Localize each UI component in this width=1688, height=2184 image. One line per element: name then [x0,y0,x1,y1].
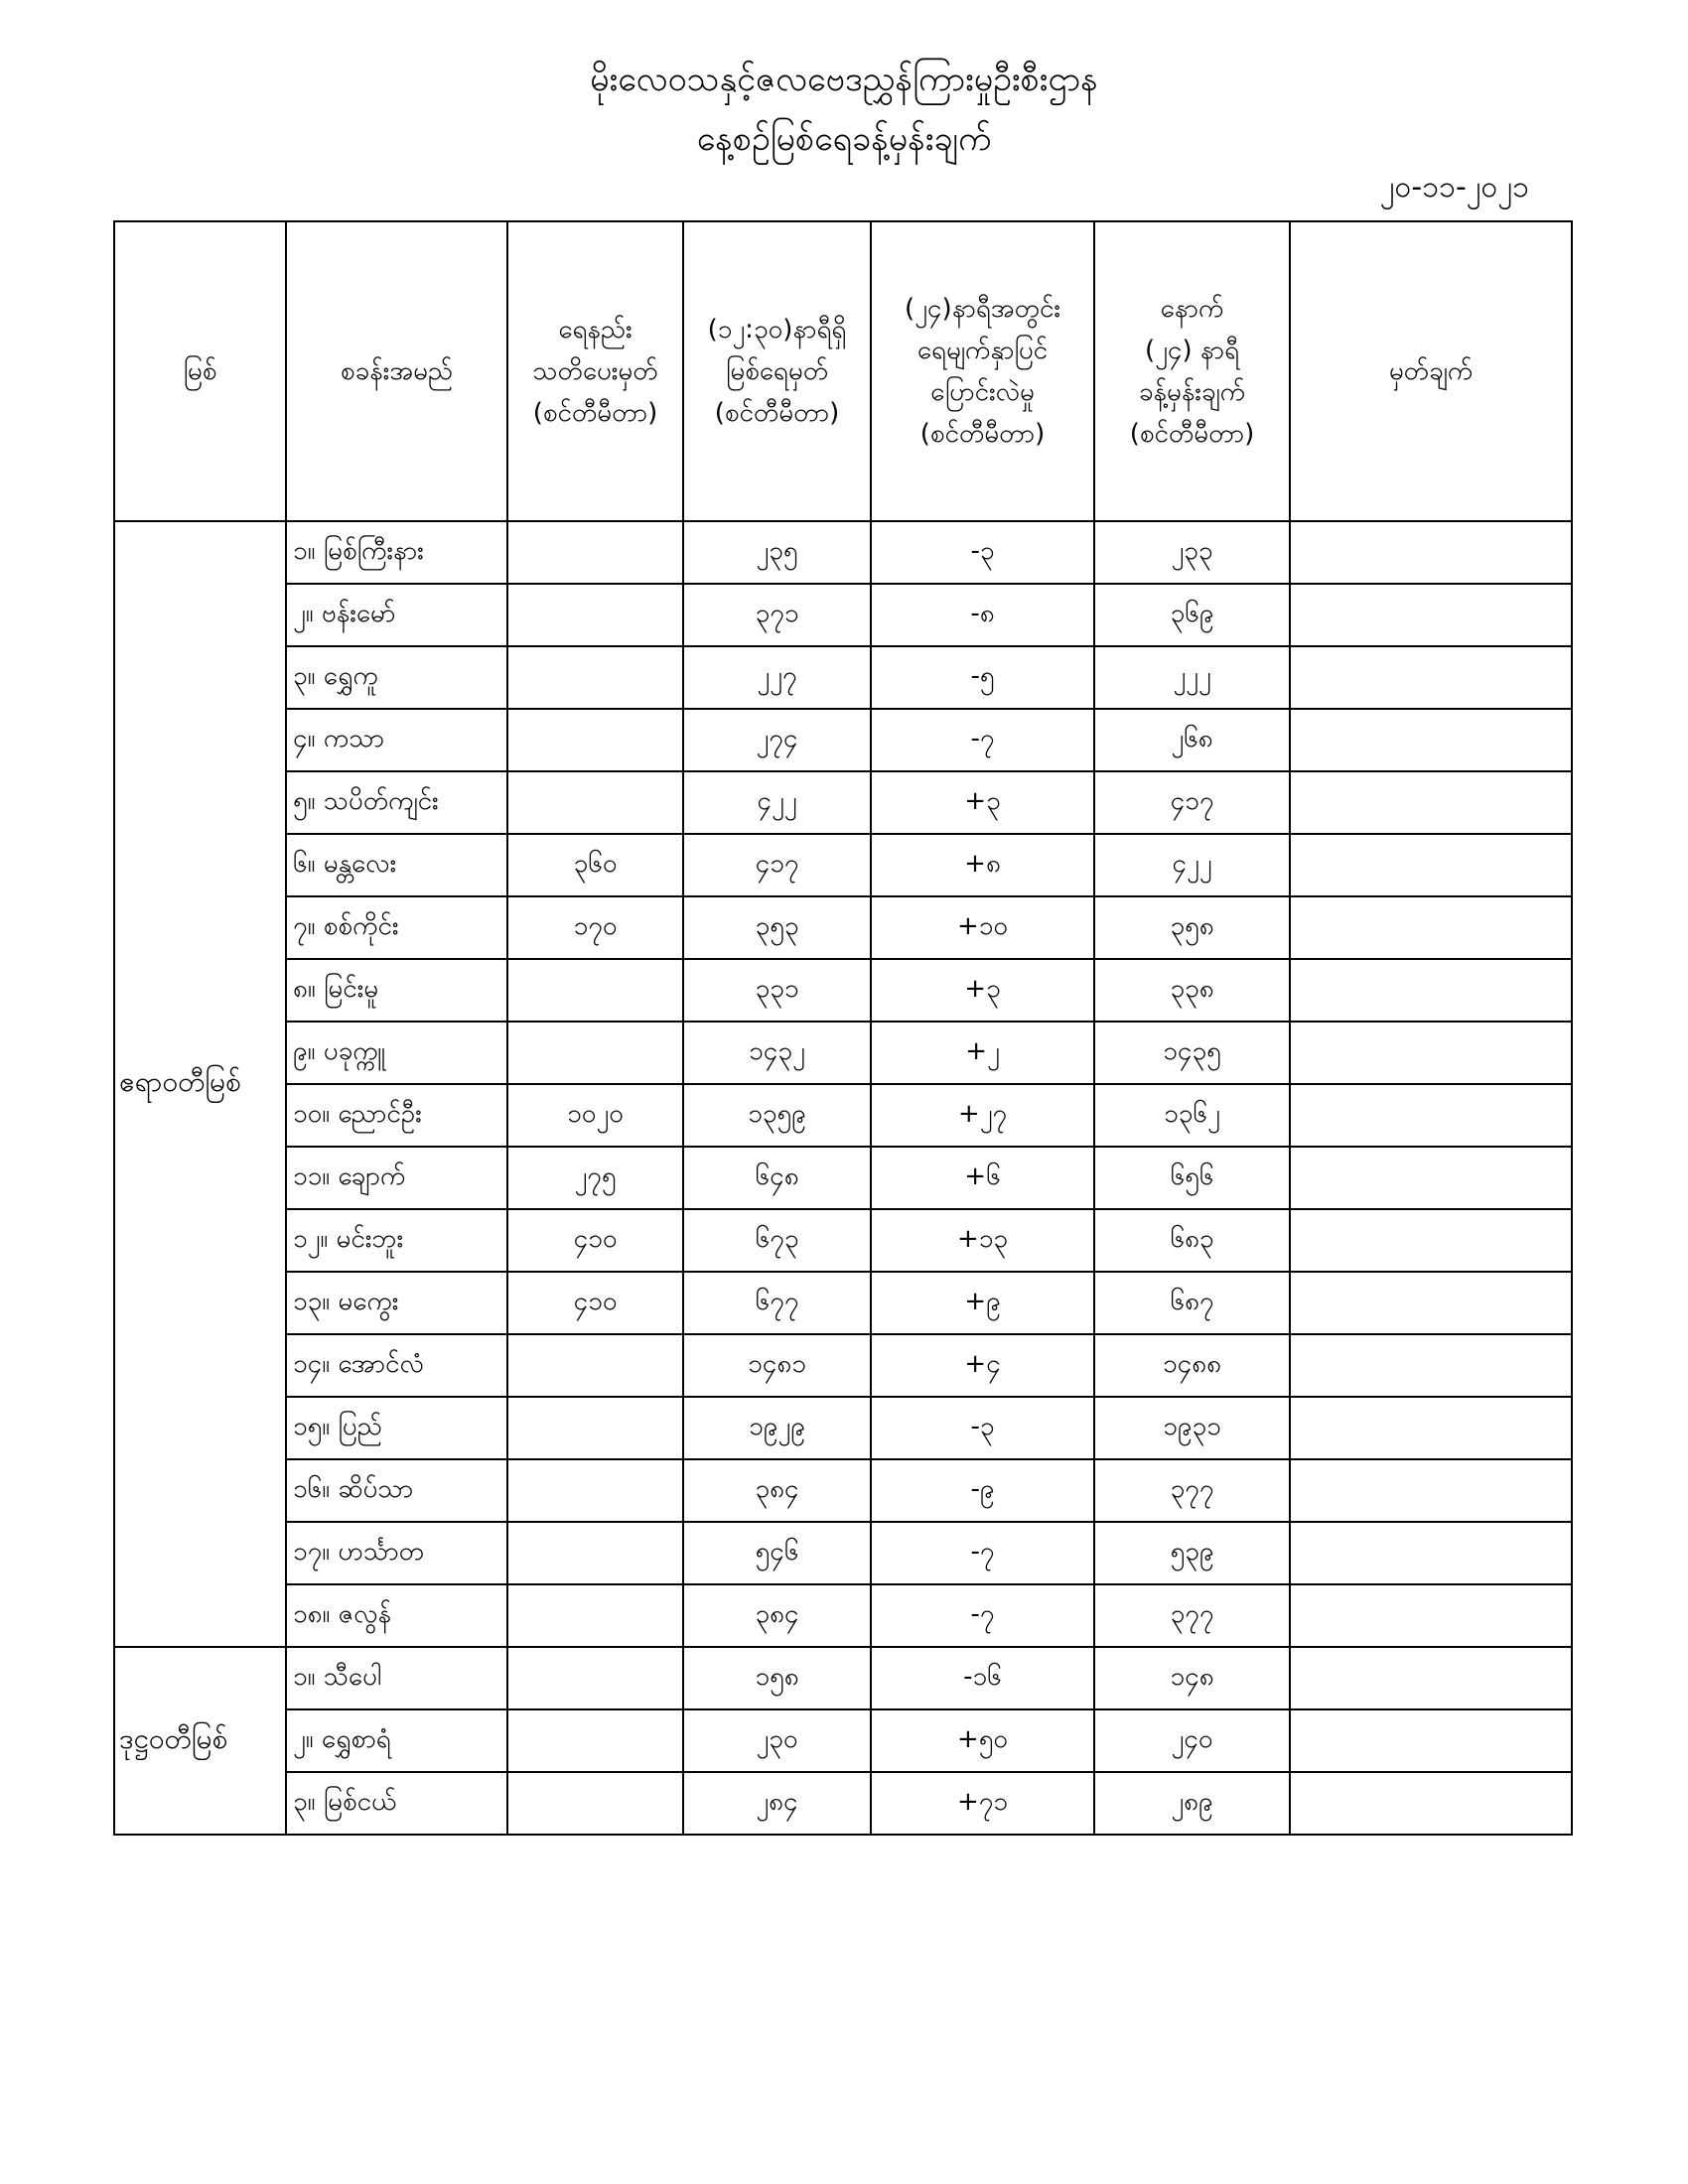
danger-level-cell [507,1522,683,1584]
station-cell: ၁၄။ အောင်လံ [286,1334,507,1397]
remarks-cell [1290,1022,1572,1084]
station-cell: ၅။ သပိတ်ကျင်း [286,771,507,834]
table-row [114,1272,1572,1334]
river-name-cell: ဒုဋ္ဌဝတီမြစ် [114,1647,286,1835]
danger-level-cell [507,959,683,1022]
observed-level-cell: ၂၃၀ [683,1709,871,1772]
station-cell: ၆။ မန္တလေး [286,834,507,896]
table-row [114,1709,1572,1772]
forecast-cell: ၃၆၉ [1094,584,1290,646]
change-cell: +၇၁ [871,1772,1094,1835]
danger-level-cell [507,1397,683,1459]
table-row [114,646,1572,709]
report-date: ၂၀-၁၁-၂၀၂၁ [1379,170,1529,205]
table-row [114,771,1572,834]
observed-level-cell: ၁၉၂၉ [683,1397,871,1459]
observed-level-cell: ၂၃၅ [683,521,871,584]
station-cell: ၁၅။ ပြည် [286,1397,507,1459]
change-cell: +၃ [871,959,1094,1022]
change-cell: +၆ [871,1147,1094,1209]
table-row [114,1209,1572,1272]
table-row [114,896,1572,959]
observed-level-cell: ၆၄၈ [683,1147,871,1209]
observed-level-cell: ၂၇၄ [683,709,871,771]
table-row [114,1522,1572,1584]
change-cell: +၂ [871,1022,1094,1084]
remarks-cell [1290,771,1572,834]
change-cell: +၄ [871,1334,1094,1397]
change-cell: -၇ [871,1584,1094,1647]
station-cell: ၁။ မြစ်ကြီးနား [286,521,507,584]
forecast-cell: ၁၄၈၈ [1094,1334,1290,1397]
change-cell: -၉ [871,1459,1094,1522]
observed-level-cell: ၅၄၆ [683,1522,871,1584]
remarks-cell [1290,646,1572,709]
table-row [114,1459,1572,1522]
observed-level-cell: ၃၃၁ [683,959,871,1022]
remarks-cell [1290,584,1572,646]
forecast-cell: ၃၃၈ [1094,959,1290,1022]
station-cell: ၁၁။ ချောက် [286,1147,507,1209]
table-row [114,1022,1572,1084]
danger-level-cell [507,1709,683,1772]
remarks-cell [1290,1084,1572,1147]
station-cell: ၇။ စစ်ကိုင်း [286,896,507,959]
danger-level-cell: ၄၁၀ [507,1209,683,1272]
station-cell: ၁၂။ မင်းဘူး [286,1209,507,1272]
remarks-cell [1290,1209,1572,1272]
remarks-cell [1290,1459,1572,1522]
danger-level-cell [507,1022,683,1084]
table-row [114,709,1572,771]
change-cell: +၁၀ [871,896,1094,959]
table-row [114,1147,1572,1209]
forecast-cell: ၄၁၇ [1094,771,1290,834]
observed-level-cell: ၁၃၅၉ [683,1084,871,1147]
observed-level-cell: ၃၈၄ [683,1459,871,1522]
danger-level-cell: ၂၇၅ [507,1147,683,1209]
observed-level-cell: ၃၇၁ [683,584,871,646]
col-station: စခန်းအမည် [286,221,507,521]
forecast-cell: ၁၃၆၂ [1094,1084,1290,1147]
station-cell: ၉။ ပခုက္ကူ [286,1022,507,1084]
station-cell: ၂။ ရွှေစာရံ [286,1709,507,1772]
station-cell: ၃။ မြစ်ငယ် [286,1772,507,1835]
table-row [114,1397,1572,1459]
observed-level-cell: ၃၈၄ [683,1584,871,1647]
remarks-cell [1290,896,1572,959]
station-cell: ၁၀။ ညောင်ဦး [286,1084,507,1147]
col-danger-level: ရေနည်း သတိပေးမှတ် (စင်တီမီတာ) [507,221,683,521]
col-remarks: မှတ်ချက် [1290,221,1572,521]
forecast-cell: ၂၄၀ [1094,1709,1290,1772]
station-cell: ၂။ ဗန်းမော် [286,584,507,646]
remarks-cell [1290,1522,1572,1584]
observed-level-cell: ၂၈၄ [683,1772,871,1835]
col-24h-change: (၂၄)နာရီအတွင်း ရေမျက်နှာပြင် ပြောင်းလဲမှု (စင်တီမီတာ) [871,221,1094,521]
station-cell: ၁၆။ ဆိပ်သာ [286,1459,507,1522]
forecast-cell: ၁၄၃၅ [1094,1022,1290,1084]
forecast-cell: ၃၇၇ [1094,1459,1290,1522]
observed-level-cell: ၁၄၃၂ [683,1022,871,1084]
change-cell: -၁၆ [871,1647,1094,1709]
danger-level-cell [507,1334,683,1397]
forecast-table [113,220,1573,1836]
remarks-cell [1290,834,1572,896]
forecast-cell: ၁၉၃၁ [1094,1397,1290,1459]
table-row [114,1647,1572,1709]
observed-level-cell: ၁၅၈ [683,1647,871,1709]
observed-level-cell: ၄၁၇ [683,834,871,896]
station-cell: ၁။ သီပေါ [286,1647,507,1709]
header-row [114,221,1572,521]
change-cell: +၁၃ [871,1209,1094,1272]
observed-level-cell: ၆၇၃ [683,1209,871,1272]
table-row [114,1084,1572,1147]
forecast-cell: ၃၅၈ [1094,896,1290,959]
danger-level-cell [507,646,683,709]
forecast-cell: ၅၃၉ [1094,1522,1290,1584]
river-name-cell: ဧရာဝတီမြစ် [114,521,286,1647]
danger-level-cell: ၁၀၂၀ [507,1084,683,1147]
forecast-cell: ၂၂၂ [1094,646,1290,709]
change-cell: +၂၇ [871,1084,1094,1147]
forecast-cell: ၁၄၈ [1094,1647,1290,1709]
station-cell: ၈။ မြင်းမူ [286,959,507,1022]
change-cell: +၃ [871,771,1094,834]
danger-level-cell [507,771,683,834]
col-river: မြစ် [114,221,286,521]
danger-level-cell [507,584,683,646]
remarks-cell [1290,1272,1572,1334]
station-cell: ၁၈။ ဇလွန် [286,1584,507,1647]
remarks-cell [1290,521,1572,584]
observed-level-cell: ၄၂၂ [683,771,871,834]
forecast-cell: ၃၇၇ [1094,1584,1290,1647]
station-cell: ၄။ ကသာ [286,709,507,771]
danger-level-cell [507,1647,683,1709]
forecast-cell: ၆၅၆ [1094,1147,1290,1209]
remarks-cell [1290,1584,1572,1647]
danger-level-cell: ၁၇၀ [507,896,683,959]
forecast-cell: ၂၃၃ [1094,521,1290,584]
change-cell: -၇ [871,1522,1094,1584]
change-cell: -၇ [871,709,1094,771]
change-cell: +၅၀ [871,1709,1094,1772]
remarks-cell [1290,709,1572,771]
remarks-cell [1290,959,1572,1022]
table-row [114,584,1572,646]
change-cell: -၃ [871,1397,1094,1459]
col-observed-level: (၁၂:၃၀)နာရီရှိ မြစ်ရေမှတ် (စင်တီမီတာ) [683,221,871,521]
table-row [114,1584,1572,1647]
change-cell: +၉ [871,1272,1094,1334]
danger-level-cell [507,1584,683,1647]
danger-level-cell: ၃၆၀ [507,834,683,896]
station-cell: ၃။ ရွှေကူ [286,646,507,709]
change-cell: -၃ [871,521,1094,584]
remarks-cell [1290,1334,1572,1397]
remarks-cell [1290,1709,1572,1772]
station-cell: ၁၇။ ဟင်္သာတ [286,1522,507,1584]
page-subtitle: နေ့စဉ်မြစ်ရေခန့်မှန်းချက် [696,119,992,159]
table-row [114,521,1572,584]
table-row [114,1772,1572,1835]
danger-level-cell [507,1459,683,1522]
col-forecast: နောက် (၂၄) နာရီ ခန့်မှန်းချက် (စင်တီမီတာ) [1094,221,1290,521]
remarks-cell [1290,1397,1572,1459]
observed-level-cell: ၂၂၇ [683,646,871,709]
danger-level-cell: ၄၁၀ [507,1272,683,1334]
forecast-cell: ၆၈၇ [1094,1272,1290,1334]
observed-level-cell: ၁၄၈၁ [683,1334,871,1397]
change-cell: +၈ [871,834,1094,896]
forecast-cell: ၂၈၉ [1094,1772,1290,1835]
remarks-cell [1290,1772,1572,1835]
change-cell: -၅ [871,646,1094,709]
danger-level-cell [507,709,683,771]
observed-level-cell: ၆၇၇ [683,1272,871,1334]
remarks-cell [1290,1647,1572,1709]
forecast-cell: ၂၆၈ [1094,709,1290,771]
forecast-cell: ၄၂၂ [1094,834,1290,896]
remarks-cell [1290,1147,1572,1209]
table-row [114,834,1572,896]
danger-level-cell [507,521,683,584]
station-cell: ၁၃။ မကွေး [286,1272,507,1334]
danger-level-cell [507,1772,683,1835]
table-row [114,959,1572,1022]
table-row [114,1334,1572,1397]
forecast-cell: ၆၈၃ [1094,1209,1290,1272]
observed-level-cell: ၃၅၃ [683,896,871,959]
change-cell: -၈ [871,584,1094,646]
page-title: မိုးလေဝသနှင့်ဇလဗေဒညွှန်ကြားမှုဦးစီးဌာန [590,60,1098,99]
